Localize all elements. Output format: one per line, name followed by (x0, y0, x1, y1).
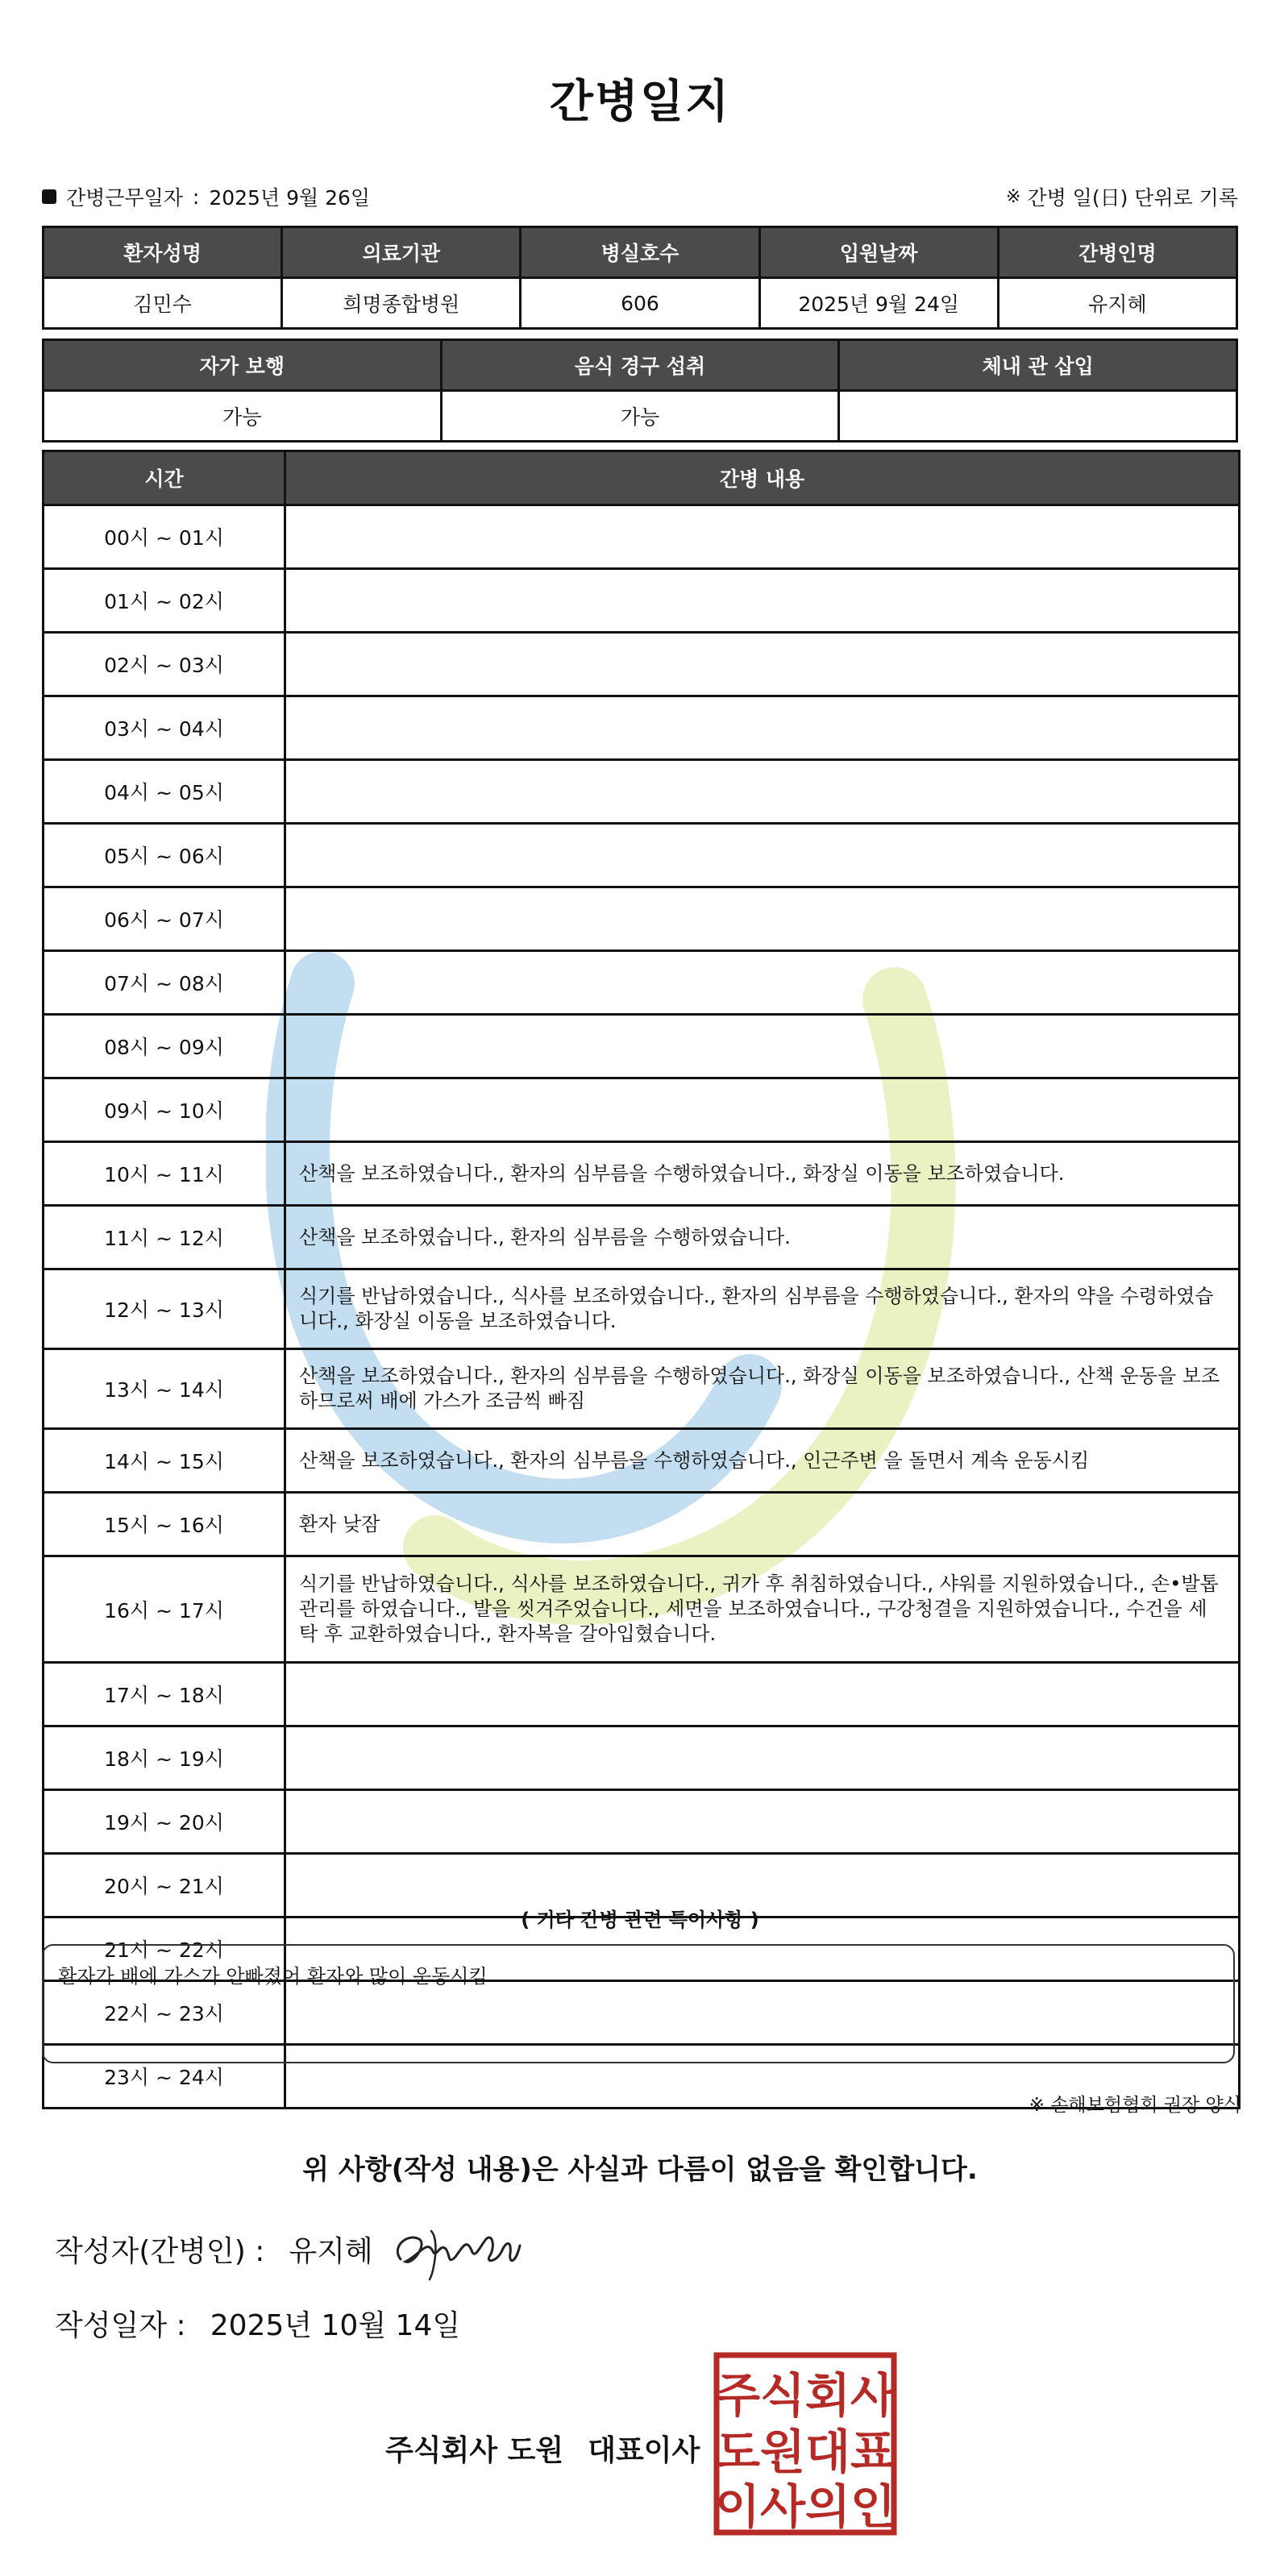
care-content (285, 1078, 1240, 1142)
svg-text:주식회사: 주식회사 (714, 2368, 896, 2423)
time-slot: 11시 ~ 12시 (44, 1206, 285, 1269)
svg-text:이사의인: 이사의인 (714, 2479, 896, 2534)
care-log-table (42, 450, 1241, 2109)
header-patient-name: 환자성명 (44, 227, 282, 278)
table-row (44, 887, 1240, 951)
caregiver-name: 유지혜 (998, 278, 1236, 329)
time-slot: 15시 ~ 16시 (44, 1493, 285, 1556)
company-name: 주식회사 도원 (385, 2434, 564, 2467)
table-row (44, 1078, 1240, 1142)
handwritten-signature (383, 2215, 528, 2287)
header-time: 시간 (44, 451, 285, 505)
table-row (44, 824, 1240, 887)
table-row (44, 1556, 1240, 1663)
care-content: 산책을 보조하였습니다., 환자의 심부름을 수행하였습니다., 화장실 이동을 보조하였습니다., 산책 운동을 보조하므로써 배에 가스가 조금씩 빠짐 (285, 1349, 1240, 1429)
time-slot: 21시 ~ 22시 (44, 1917, 285, 1981)
time-slot: 16시 ~ 17시 (44, 1556, 285, 1663)
author-name: 유지혜 (289, 2235, 373, 2268)
record-unit-note: 간병 일(日) 단위로 기록 (1027, 186, 1238, 210)
form-recommendation-note: ※ 손해보험협회 권장 양식 (1029, 2095, 1241, 2116)
table-row (44, 1269, 1240, 1349)
table-row (44, 1790, 1240, 1854)
header-hospital: 의료기관 (282, 227, 521, 278)
care-content (285, 760, 1240, 824)
table-row (44, 760, 1240, 824)
table-row (44, 1429, 1240, 1493)
work-date-row (42, 181, 1238, 213)
care-content (285, 1726, 1240, 1790)
care-content (285, 696, 1240, 760)
patient-condition-table (42, 339, 1238, 442)
table-row (44, 505, 1240, 569)
care-content (285, 1790, 1240, 1854)
time-slot: 17시 ~ 18시 (44, 1663, 285, 1726)
time-slot: 13시 ~ 14시 (44, 1349, 285, 1429)
care-content: 식기를 반납하였습니다., 식사를 보조하였습니다., 귀가 후 취침하였습니다., 샤워를 지원하였습니다., 손•발톱관리를 하였습니다., 발을 씻겨주었습니다., 세면을 보조하였습니다., 구강청결을 지원하였습니다., 수건을 세탁 후 교환하였습니다., 환자복을 갈아입혔습니다. (285, 1556, 1240, 1663)
time-slot: 03시 ~ 04시 (44, 696, 285, 760)
author-label: 작성자(간병인) : (55, 2235, 265, 2268)
table-row (44, 1726, 1240, 1790)
work-date-label: 간병근무일자 (66, 186, 183, 210)
author-row (55, 2229, 373, 2270)
care-content (285, 569, 1240, 633)
written-date-row (55, 2303, 460, 2344)
work-date-value: 2025년 9월 26일 (209, 186, 371, 210)
header-admission-date: 입원날짜 (759, 227, 998, 278)
table-row (44, 569, 1240, 633)
room-number: 606 (521, 278, 759, 329)
time-slot: 02시 ~ 03시 (44, 633, 285, 696)
time-slot: 09시 ~ 10시 (44, 1078, 285, 1142)
company-signature-row (385, 2428, 700, 2469)
care-content: 환자 낮잠 (285, 1493, 1240, 1556)
company-seal-stamp (712, 2350, 899, 2537)
tube-insertion-value (839, 391, 1237, 442)
care-content: 산책을 보조하였습니다., 환자의 심부름을 수행하였습니다. (285, 1206, 1240, 1269)
special-notes-title: ( 기타 간병 관련 특이사항 ) (521, 1909, 759, 1931)
table-row (44, 1493, 1240, 1556)
time-slot: 12시 ~ 13시 (44, 1269, 285, 1349)
time-slot: 18시 ~ 19시 (44, 1726, 285, 1790)
care-content (285, 505, 1240, 569)
care-content: 산책을 보조하였습니다., 환자의 심부름을 수행하였습니다., 인근주변 을 돌면서 계속 운동시킴 (285, 1429, 1240, 1493)
care-content (285, 887, 1240, 951)
patient-name: 김민수 (44, 278, 282, 329)
care-content: 식기를 반납하였습니다., 식사를 보조하였습니다., 환자의 심부름을 수행하였습니다., 환자의 약을 수령하였습니다., 화장실 이동을 보조하였습니다. (285, 1269, 1240, 1349)
confirmation-statement: 위 사항(작성 내용)은 사실과 다름이 없음을 확인합니다. (302, 2154, 978, 2186)
header-oral-intake: 음식 경구 섭취 (441, 340, 839, 391)
time-slot: 22시 ~ 23시 (44, 1981, 285, 2045)
care-content (285, 951, 1240, 1015)
table-row (44, 1663, 1240, 1726)
patient-info-table (42, 226, 1238, 330)
care-content (285, 633, 1240, 696)
table-row (44, 1142, 1240, 1206)
self-walking-value: 가능 (44, 391, 442, 442)
special-notes-box: 환자가 배에 가스가 안빠졌어 환자와 많이 운동시킴 (42, 1944, 1235, 2063)
admission-date: 2025년 9월 24일 (759, 278, 998, 329)
written-date-label: 작성일자 : (55, 2309, 186, 2342)
svg-text:도원대표: 도원대표 (714, 2424, 896, 2479)
oral-intake-value: 가능 (441, 391, 839, 442)
time-slot: 04시 ~ 05시 (44, 760, 285, 824)
time-slot: 10시 ~ 11시 (44, 1142, 285, 1206)
time-slot: 00시 ~ 01시 (44, 505, 285, 569)
time-slot: 19시 ~ 20시 (44, 1790, 285, 1854)
care-content (285, 1663, 1240, 1726)
header-self-walking: 자가 보행 (44, 340, 442, 391)
table-row (44, 1349, 1240, 1429)
header-room: 병실호수 (521, 227, 759, 278)
care-content: 산책을 보조하였습니다., 환자의 심부름을 수행하였습니다., 화장실 이동을 보조하였습니다. (285, 1142, 1240, 1206)
time-slot: 23시 ~ 24시 (44, 2045, 285, 2109)
care-content (285, 1015, 1240, 1078)
time-slot: 06시 ~ 07시 (44, 887, 285, 951)
table-row (44, 951, 1240, 1015)
table-row (44, 633, 1240, 696)
hospital-name: 희명종합병원 (282, 278, 521, 329)
time-slot: 20시 ~ 21시 (44, 1854, 285, 1917)
time-slot: 05시 ~ 06시 (44, 824, 285, 887)
time-slot: 08시 ~ 09시 (44, 1015, 285, 1078)
header-care-content: 간병 내용 (285, 451, 1240, 505)
time-slot: 01시 ~ 02시 (44, 569, 285, 633)
reference-mark-icon: ※ (1006, 186, 1021, 207)
written-date-value: 2025년 10월 14일 (210, 2309, 461, 2342)
document-title: 간병일지 (549, 76, 731, 128)
time-slot: 07시 ~ 08시 (44, 951, 285, 1015)
header-caregiver: 간병인명 (998, 227, 1236, 278)
bullet-square-icon (42, 189, 56, 204)
representative-title: 대표이사 (588, 2434, 700, 2467)
care-content (285, 824, 1240, 887)
table-row (44, 1015, 1240, 1078)
time-slot: 14시 ~ 15시 (44, 1429, 285, 1493)
table-row (44, 696, 1240, 760)
header-tube-insertion: 체내 관 삽입 (839, 340, 1237, 391)
work-date-colon: : (192, 185, 200, 209)
table-row (44, 1206, 1240, 1269)
